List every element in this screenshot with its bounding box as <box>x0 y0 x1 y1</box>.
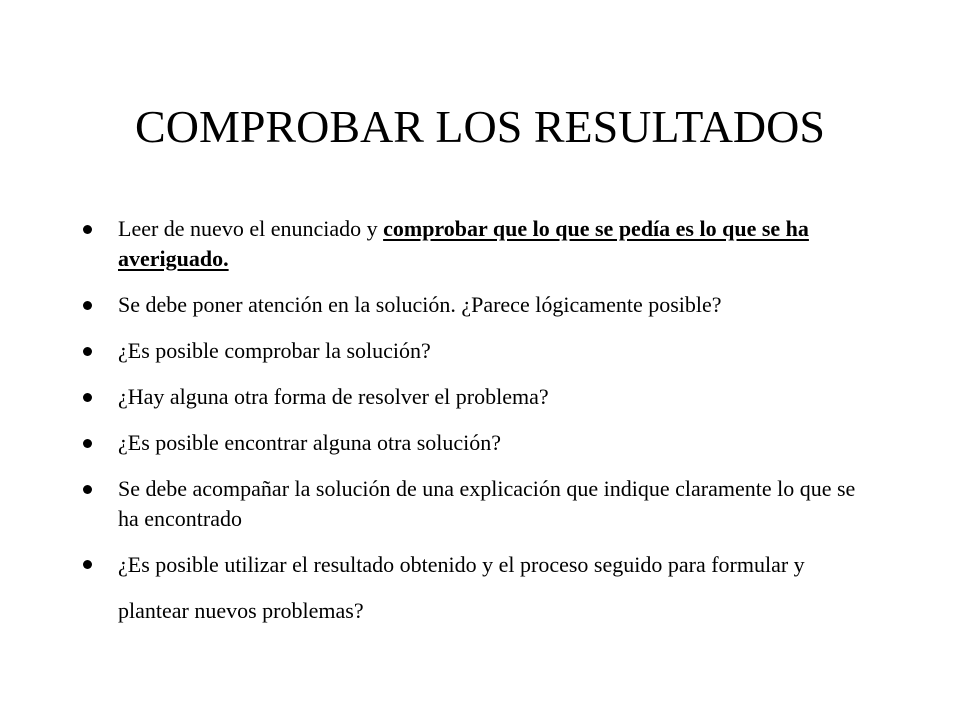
bullet-text: ¿Es posible utilizar el resultado obtenido y el proceso seguido para formular y plantear nuevos problemas? <box>118 552 805 623</box>
bullet-emphasis: comprobar que lo que se pedía es lo que se ha averiguado. <box>118 216 809 271</box>
bullet-item <box>80 214 860 274</box>
bullet-dot-icon <box>83 439 92 448</box>
bullet-item <box>80 428 860 458</box>
bullet-text: ¿Hay alguna otra forma de resolver el problema? <box>118 384 549 409</box>
bullet-text: Leer de nuevo el enunciado y <box>118 216 384 241</box>
bullet-item <box>80 542 860 634</box>
bullet-dot-icon <box>83 485 92 494</box>
bullet-dot-icon <box>83 301 92 310</box>
bullet-dot-icon <box>83 393 92 402</box>
bullet-item <box>80 474 860 534</box>
bullet-dot-icon <box>83 347 92 356</box>
bullet-item <box>80 336 860 366</box>
bullet-item <box>80 290 860 320</box>
bullet-dot-icon <box>83 225 92 234</box>
bullet-dot-icon <box>83 560 92 569</box>
bullet-list <box>80 214 860 650</box>
bullet-text: ¿Es posible comprobar la solución? <box>118 338 431 363</box>
bullet-text: Se debe poner atención en la solución. ¿Parece lógicamente posible? <box>118 292 722 317</box>
slide-title: COMPROBAR LOS RESULTADOS <box>135 101 825 152</box>
bullet-item <box>80 382 860 412</box>
bullet-text: Se debe acompañar la solución de una explicación que indique claramente lo que se ha encontrado <box>118 476 856 531</box>
bullet-text: ¿Es posible encontrar alguna otra solución? <box>118 430 502 455</box>
